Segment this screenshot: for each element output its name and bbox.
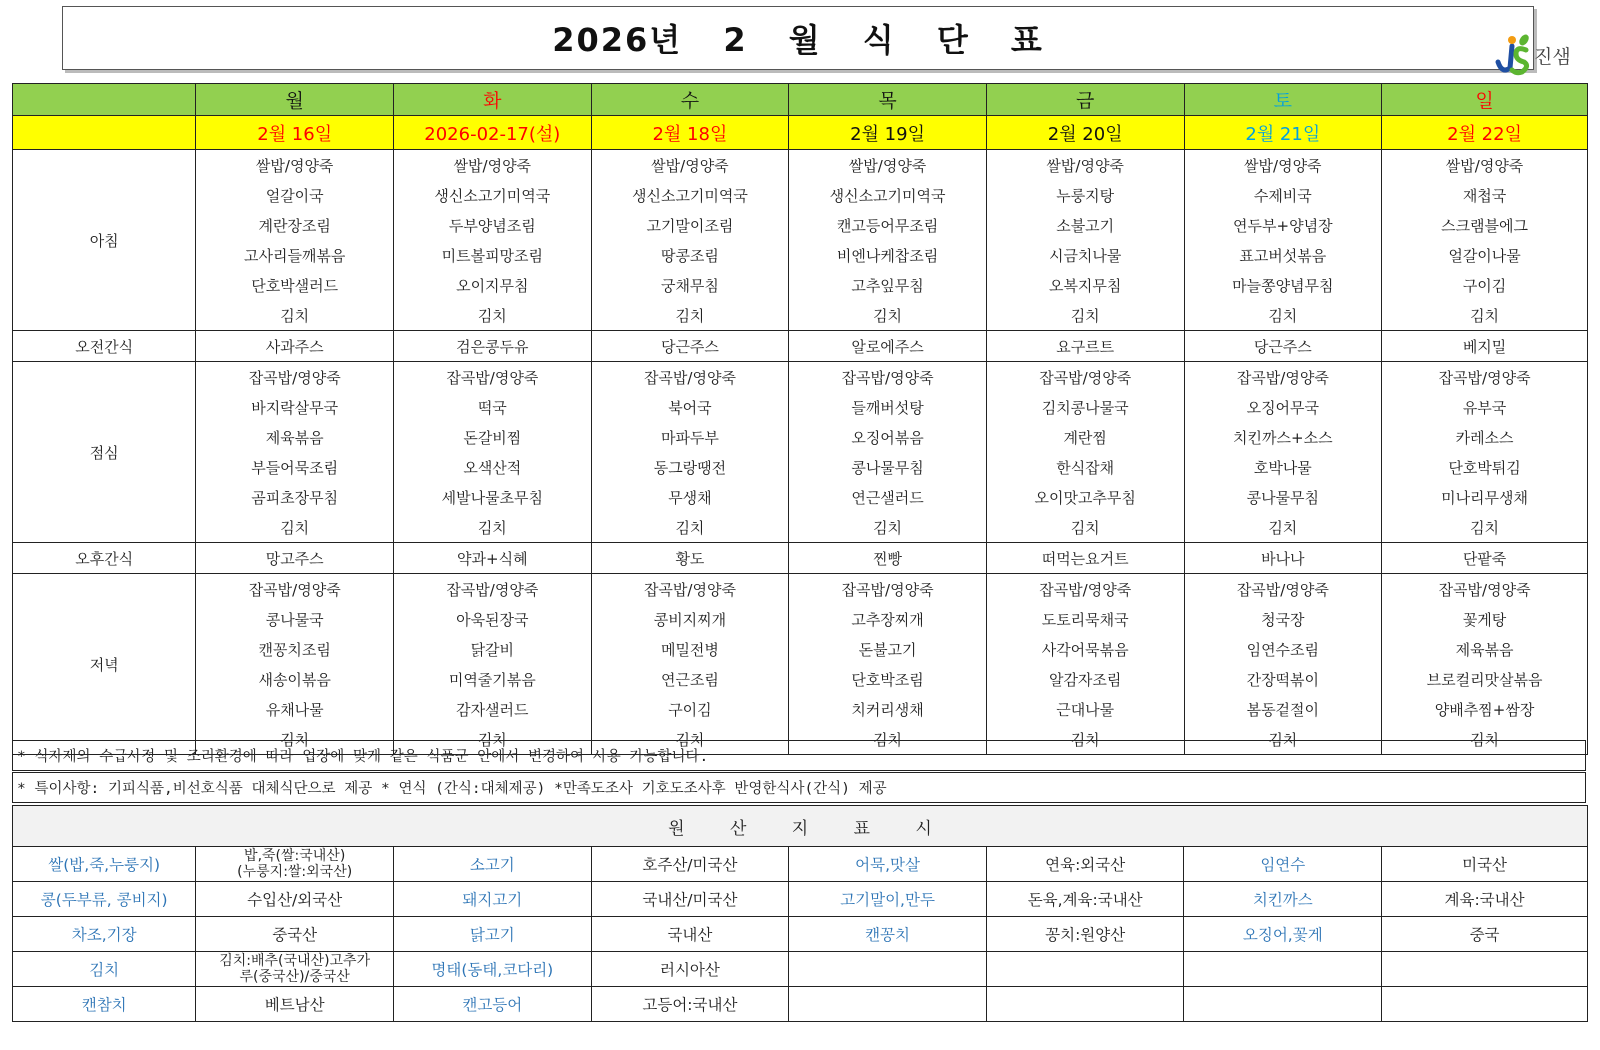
weekday-header: 토 bbox=[1184, 84, 1382, 116]
weekday-header: 수 bbox=[591, 84, 789, 116]
menu-item: 감자샐러드 bbox=[394, 694, 592, 724]
menu-item: 망고주스 bbox=[196, 543, 394, 574]
menu-item: 들깨버섯탕 bbox=[789, 392, 987, 422]
menu-item: 곰피초장무침 bbox=[196, 482, 394, 512]
weekday-header: 월 bbox=[196, 84, 394, 116]
menu-row bbox=[13, 392, 1588, 422]
origin-country: 미국산 bbox=[1382, 847, 1588, 882]
origin-table bbox=[12, 805, 1588, 1022]
menu-item: 치커리생채 bbox=[789, 694, 987, 724]
weekday-header: 금 bbox=[986, 84, 1184, 116]
date-header: 2월 21일 bbox=[1184, 116, 1382, 150]
origin-country: 국내산/미국산 bbox=[591, 882, 789, 917]
menu-item: 김치 bbox=[1382, 512, 1588, 543]
origin-food: 어묵,맛살 bbox=[789, 847, 987, 882]
menu-item: 연두부+양념장 bbox=[1184, 210, 1382, 240]
origin-country: 밥,죽(쌀:국내산) (누룽지:쌀:외국산) bbox=[196, 847, 394, 882]
menu-table bbox=[12, 83, 1588, 755]
origin-country: 김치:배추(국내산)고추가 루(중국산)/중국산 bbox=[196, 952, 394, 987]
menu-item: 근대나물 bbox=[986, 694, 1184, 724]
menu-item: 오이지무침 bbox=[394, 270, 592, 300]
menu-item: 오색산적 bbox=[394, 452, 592, 482]
origin-food: 치킨까스 bbox=[1184, 882, 1382, 917]
menu-item: 김치 bbox=[1184, 300, 1382, 331]
meal-name: 오후간식 bbox=[13, 543, 196, 574]
meal-name: 오전간식 bbox=[13, 331, 196, 362]
origin-food: 돼지고기 bbox=[393, 882, 591, 917]
origin-country: 베트남산 bbox=[196, 987, 394, 1022]
origin-country bbox=[986, 987, 1184, 1022]
menu-item: 김치 bbox=[1184, 724, 1382, 755]
origin-row bbox=[13, 847, 1588, 882]
date-header: 2월 16일 bbox=[196, 116, 394, 150]
menu-item: 단팥죽 bbox=[1382, 543, 1588, 574]
menu-item: 제육볶음 bbox=[196, 422, 394, 452]
menu-item: 잡곡밥/영양죽 bbox=[1184, 574, 1382, 605]
origin-food: 차조,기장 bbox=[13, 917, 196, 952]
menu-item: 콩비지찌개 bbox=[591, 604, 789, 634]
origin-food: 고기말이,만두 bbox=[789, 882, 987, 917]
menu-item: 아욱된장국 bbox=[394, 604, 592, 634]
menu-item: 오이맛고추무침 bbox=[986, 482, 1184, 512]
origin-country bbox=[1382, 952, 1588, 987]
note-special: * 특이사항: 기피식품,비선호식품 대체식단으로 제공 * 연식 (간식:대체제공) *만족도조사 기호도조사후 반영한식사(간식) 제공 bbox=[12, 772, 1586, 803]
menu-row bbox=[13, 270, 1588, 300]
origin-country: 중국산 bbox=[196, 917, 394, 952]
menu-item: 고사리들깨볶음 bbox=[196, 240, 394, 270]
menu-item: 땅콩조림 bbox=[591, 240, 789, 270]
date-header: 2월 22일 bbox=[1382, 116, 1588, 150]
menu-item: 돈갈비찜 bbox=[394, 422, 592, 452]
meal-name: 점심 bbox=[13, 362, 196, 543]
menu-item: 간장떡볶이 bbox=[1184, 664, 1382, 694]
menu-item: 떡국 bbox=[394, 392, 592, 422]
menu-item: 쌀밥/영양죽 bbox=[789, 150, 987, 181]
menu-item: 스크램블에그 bbox=[1382, 210, 1588, 240]
menu-item: 고추장찌개 bbox=[789, 604, 987, 634]
menu-item: 잡곡밥/영양죽 bbox=[986, 362, 1184, 393]
origin-food: 오징어,꽃게 bbox=[1184, 917, 1382, 952]
menu-item: 호박나물 bbox=[1184, 452, 1382, 482]
date-header: 2월 20일 bbox=[986, 116, 1184, 150]
title-box bbox=[62, 6, 1534, 70]
menu-item: 김치 bbox=[591, 300, 789, 331]
menu-item: 잡곡밥/영양죽 bbox=[1382, 362, 1588, 393]
menu-item: 북어국 bbox=[591, 392, 789, 422]
menu-item: 쌀밥/영양죽 bbox=[1382, 150, 1588, 181]
menu-item: 닭갈비 bbox=[394, 634, 592, 664]
menu-item: 김치 bbox=[789, 300, 987, 331]
menu-item: 김치 bbox=[789, 512, 987, 543]
menu-item: 계란찜 bbox=[986, 422, 1184, 452]
origin-food bbox=[1184, 987, 1382, 1022]
origin-country bbox=[1382, 987, 1588, 1022]
menu-item: 계란장조림 bbox=[196, 210, 394, 240]
menu-item: 치킨까스+소스 bbox=[1184, 422, 1382, 452]
menu-item: 유채나물 bbox=[196, 694, 394, 724]
menu-item: 바지락살무국 bbox=[196, 392, 394, 422]
menu-item: 김치 bbox=[196, 512, 394, 543]
menu-item: 단호박조림 bbox=[789, 664, 987, 694]
menu-item: 잡곡밥/영양죽 bbox=[1184, 362, 1382, 393]
menu-row bbox=[13, 240, 1588, 270]
menu-item: 구이김 bbox=[1382, 270, 1588, 300]
menu-item: 잡곡밥/영양죽 bbox=[394, 362, 592, 393]
menu-item: 잡곡밥/영양죽 bbox=[1382, 574, 1588, 605]
menu-item: 동그랑땡전 bbox=[591, 452, 789, 482]
menu-item: 잡곡밥/영양죽 bbox=[986, 574, 1184, 605]
menu-row bbox=[13, 210, 1588, 240]
menu-item: 콩나물국 bbox=[196, 604, 394, 634]
menu-item: 표고버섯볶음 bbox=[1184, 240, 1382, 270]
origin-row bbox=[13, 952, 1588, 987]
menu-item: 시금치나물 bbox=[986, 240, 1184, 270]
menu-row bbox=[13, 331, 1588, 362]
date-header-row bbox=[13, 116, 1588, 150]
menu-item: 연근조림 bbox=[591, 664, 789, 694]
menu-item: 떠먹는요거트 bbox=[986, 543, 1184, 574]
menu-item: 도토리묵채국 bbox=[986, 604, 1184, 634]
origin-row bbox=[13, 882, 1588, 917]
origin-country bbox=[986, 952, 1184, 987]
menu-item: 유부국 bbox=[1382, 392, 1588, 422]
origin-country: 중국 bbox=[1382, 917, 1588, 952]
menu-item: 카레소스 bbox=[1382, 422, 1588, 452]
menu-item: 생신소고기미역국 bbox=[789, 180, 987, 210]
origin-row bbox=[13, 917, 1588, 952]
menu-item: 알감자조림 bbox=[986, 664, 1184, 694]
menu-item: 찐빵 bbox=[789, 543, 987, 574]
menu-item: 베지밀 bbox=[1382, 331, 1588, 362]
page-title: 2026년 2 월 식 단 표 bbox=[552, 21, 1044, 59]
menu-row bbox=[13, 664, 1588, 694]
menu-item: 수제비국 bbox=[1184, 180, 1382, 210]
menu-item: 양배추찜+쌈장 bbox=[1382, 694, 1588, 724]
origin-country: 꽁치:원양산 bbox=[986, 917, 1184, 952]
menu-item: 요구르트 bbox=[986, 331, 1184, 362]
origin-food bbox=[789, 987, 987, 1022]
menu-row bbox=[13, 574, 1588, 605]
menu-item: 얼갈이나물 bbox=[1382, 240, 1588, 270]
origin-country: 연육:외국산 bbox=[986, 847, 1184, 882]
menu-item: 당근주스 bbox=[1184, 331, 1382, 362]
menu-item: 돈불고기 bbox=[789, 634, 987, 664]
menu-item: 잡곡밥/영양죽 bbox=[196, 362, 394, 393]
origin-food bbox=[789, 952, 987, 987]
origin-food: 캔꽁치 bbox=[789, 917, 987, 952]
menu-item: 잡곡밥/영양죽 bbox=[394, 574, 592, 605]
menu-item: 마파두부 bbox=[591, 422, 789, 452]
menu-row bbox=[13, 300, 1588, 331]
menu-item: 궁채무침 bbox=[591, 270, 789, 300]
origin-country: 고등어:국내산 bbox=[591, 987, 789, 1022]
origin-row bbox=[13, 987, 1588, 1022]
menu-row bbox=[13, 362, 1588, 393]
menu-row bbox=[13, 452, 1588, 482]
meal-name: 저녁 bbox=[13, 574, 196, 755]
menu-item: 쌀밥/영양죽 bbox=[196, 150, 394, 181]
menu-item: 마늘쫑양념무침 bbox=[1184, 270, 1382, 300]
menu-item: 김치 bbox=[196, 724, 394, 755]
menu-item: 캔꽁치조림 bbox=[196, 634, 394, 664]
menu-item: 재첩국 bbox=[1382, 180, 1588, 210]
origin-country: 러시아산 bbox=[591, 952, 789, 987]
menu-item: 무생채 bbox=[591, 482, 789, 512]
menu-item: 구이김 bbox=[591, 694, 789, 724]
menu-row bbox=[13, 694, 1588, 724]
menu-item: 김치 bbox=[986, 300, 1184, 331]
menu-item: 바나나 bbox=[1184, 543, 1382, 574]
menu-item: 검은콩두유 bbox=[394, 331, 592, 362]
menu-item: 소불고기 bbox=[986, 210, 1184, 240]
menu-item: 김치 bbox=[394, 512, 592, 543]
menu-row bbox=[13, 422, 1588, 452]
menu-row bbox=[13, 604, 1588, 634]
date-header: 2월 19일 bbox=[789, 116, 987, 150]
brand-logo bbox=[1488, 34, 1596, 76]
menu-row bbox=[13, 634, 1588, 664]
menu-item: 브로컬리맛살볶음 bbox=[1382, 664, 1588, 694]
menu-item: 오징어무국 bbox=[1184, 392, 1382, 422]
weekday-header: 목 bbox=[789, 84, 987, 116]
date-header: 2026-02-17(설) bbox=[394, 116, 592, 150]
menu-item: 단호박튀김 bbox=[1382, 452, 1588, 482]
origin-food: 쌀(밥,죽,누룽지) bbox=[13, 847, 196, 882]
corner-cell bbox=[13, 84, 196, 116]
menu-item: 잡곡밥/영양죽 bbox=[789, 574, 987, 605]
menu-row bbox=[13, 482, 1588, 512]
menu-row bbox=[13, 180, 1588, 210]
menu-item: 세발나물초무침 bbox=[394, 482, 592, 512]
origin-food: 김치 bbox=[13, 952, 196, 987]
menu-item: 부들어묵조림 bbox=[196, 452, 394, 482]
menu-item: 제육볶음 bbox=[1382, 634, 1588, 664]
menu-item: 캔고등어무조림 bbox=[789, 210, 987, 240]
menu-row bbox=[13, 150, 1588, 181]
origin-food: 소고기 bbox=[393, 847, 591, 882]
menu-item: 사각어묵볶음 bbox=[986, 634, 1184, 664]
menu-item: 청국장 bbox=[1184, 604, 1382, 634]
menu-item: 김치 bbox=[1382, 724, 1588, 755]
menu-item: 김치 bbox=[394, 300, 592, 331]
menu-item: 고기말이조림 bbox=[591, 210, 789, 240]
origin-food: 닭고기 bbox=[393, 917, 591, 952]
origin-country: 수입산/외국산 bbox=[196, 882, 394, 917]
origin-food bbox=[1184, 952, 1382, 987]
menu-item: 김치콩나물국 bbox=[986, 392, 1184, 422]
origin-food: 콩(두부류, 콩비지) bbox=[13, 882, 196, 917]
menu-item: 단호박샐러드 bbox=[196, 270, 394, 300]
menu-item: 콩나물무침 bbox=[789, 452, 987, 482]
menu-item: 김치 bbox=[196, 300, 394, 331]
menu-item: 오복지무침 bbox=[986, 270, 1184, 300]
menu-item: 약과+식혜 bbox=[394, 543, 592, 574]
menu-item: 꽃게탕 bbox=[1382, 604, 1588, 634]
origin-food: 캔참치 bbox=[13, 987, 196, 1022]
menu-item: 생신소고기미역국 bbox=[591, 180, 789, 210]
menu-item: 당근주스 bbox=[591, 331, 789, 362]
menu-item: 연근샐러드 bbox=[789, 482, 987, 512]
menu-item: 생신소고기미역국 bbox=[394, 180, 592, 210]
menu-item: 김치 bbox=[986, 724, 1184, 755]
menu-item: 봄동겉절이 bbox=[1184, 694, 1382, 724]
menu-item: 김치 bbox=[394, 724, 592, 755]
menu-item: 메밀전병 bbox=[591, 634, 789, 664]
menu-item: 쌀밥/영양죽 bbox=[591, 150, 789, 181]
menu-item: 사과주스 bbox=[196, 331, 394, 362]
origin-food: 임연수 bbox=[1184, 847, 1382, 882]
menu-item: 임연수조림 bbox=[1184, 634, 1382, 664]
logo-text: 진샘 bbox=[1534, 45, 1571, 68]
menu-item: 한식잡채 bbox=[986, 452, 1184, 482]
menu-item: 김치 bbox=[591, 724, 789, 755]
menu-item: 김치 bbox=[986, 512, 1184, 543]
menu-item: 쌀밥/영양죽 bbox=[986, 150, 1184, 181]
weekday-header-row bbox=[13, 84, 1588, 116]
menu-item: 미나리무생채 bbox=[1382, 482, 1588, 512]
menu-item: 김치 bbox=[789, 724, 987, 755]
date-header: 2월 18일 bbox=[591, 116, 789, 150]
origin-country: 계육:국내산 bbox=[1382, 882, 1588, 917]
menu-item: 새송이볶음 bbox=[196, 664, 394, 694]
weekday-header: 일 bbox=[1382, 84, 1588, 116]
origin-country: 돈육,계육:국내산 bbox=[986, 882, 1184, 917]
menu-item: 알로에주스 bbox=[789, 331, 987, 362]
menu-item: 김치 bbox=[1382, 300, 1588, 331]
menu-item: 누룽지탕 bbox=[986, 180, 1184, 210]
menu-item: 얼갈이국 bbox=[196, 180, 394, 210]
origin-country: 호주산/미국산 bbox=[591, 847, 789, 882]
menu-item: 김치 bbox=[591, 512, 789, 543]
menu-item: 잡곡밥/영양죽 bbox=[196, 574, 394, 605]
menu-item: 잡곡밥/영양죽 bbox=[591, 574, 789, 605]
note-substitution: * 식자재의 수급사정 및 조리환경에 따라 업장에 맞게 같은 식품군 안에서 변경하여 사용 가능합니다. bbox=[12, 740, 1586, 771]
menu-item: 쌀밥/영양죽 bbox=[394, 150, 592, 181]
menu-item: 오징어볶음 bbox=[789, 422, 987, 452]
menu-item: 두부양념조림 bbox=[394, 210, 592, 240]
menu-item: 황도 bbox=[591, 543, 789, 574]
menu-row bbox=[13, 543, 1588, 574]
weekday-header: 화 bbox=[394, 84, 592, 116]
js-logo-icon bbox=[1488, 34, 1532, 76]
meal-name: 아침 bbox=[13, 150, 196, 331]
menu-row bbox=[13, 512, 1588, 543]
menu-item: 비엔나케찹조림 bbox=[789, 240, 987, 270]
menu-item: 미역줄기볶음 bbox=[394, 664, 592, 694]
origin-food: 명태(동태,코다리) bbox=[393, 952, 591, 987]
corner-cell bbox=[13, 116, 196, 150]
menu-item: 잡곡밥/영양죽 bbox=[789, 362, 987, 393]
origin-food: 캔고등어 bbox=[393, 987, 591, 1022]
origin-title: 원 산 지 표 시 bbox=[13, 806, 1588, 847]
origin-country: 국내산 bbox=[591, 917, 789, 952]
menu-item: 김치 bbox=[1184, 512, 1382, 543]
menu-item: 고추잎무침 bbox=[789, 270, 987, 300]
menu-item: 미트볼피망조림 bbox=[394, 240, 592, 270]
menu-item: 잡곡밥/영양죽 bbox=[591, 362, 789, 393]
menu-item: 콩나물무침 bbox=[1184, 482, 1382, 512]
menu-item: 쌀밥/영양죽 bbox=[1184, 150, 1382, 181]
